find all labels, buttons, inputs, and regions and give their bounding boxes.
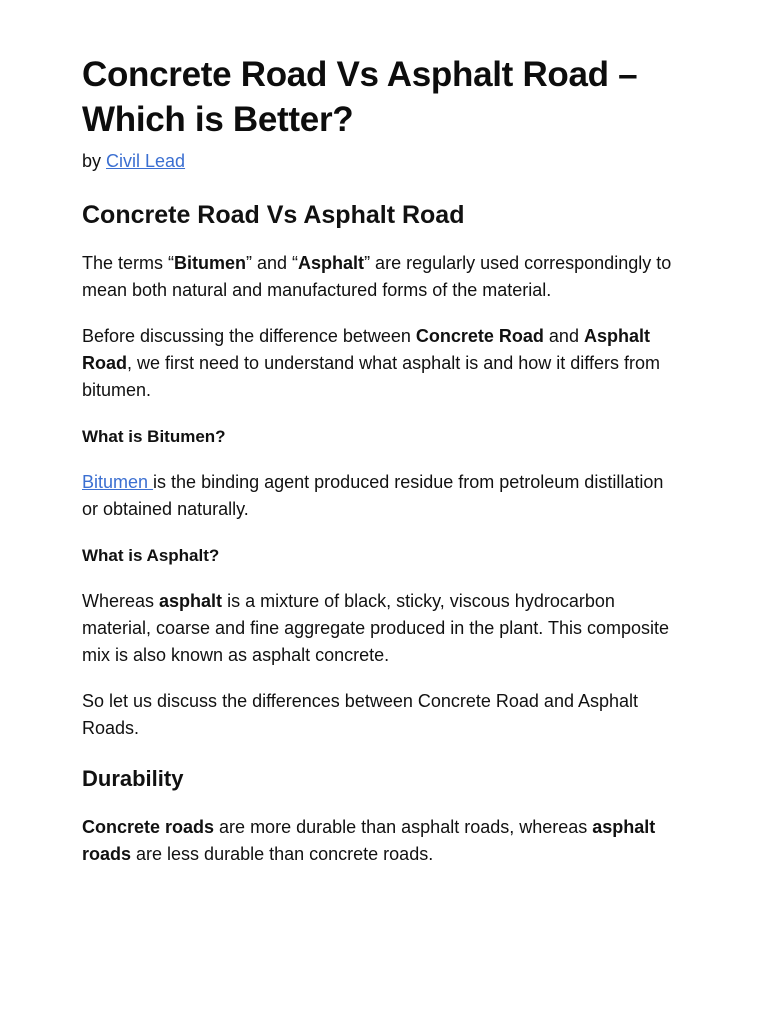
text-run: Whereas <box>82 591 160 611</box>
subheading-what-is-bitumen: What is Bitumen? <box>82 427 226 446</box>
byline <box>82 149 682 173</box>
text-run: The terms “ <box>82 253 175 273</box>
section-heading-durability: Durability <box>82 766 184 791</box>
text-run: and <box>543 326 584 346</box>
bold-term-asphalt: Asphalt <box>298 253 365 273</box>
text-run: ” and “ <box>246 253 299 273</box>
article-title: Concrete Road Vs Asphalt Road – Which is Better? <box>82 55 638 139</box>
paragraph-before-discussing <box>82 323 682 404</box>
text-run: is the binding agent produced residue from petroleum distillation or obtained naturally. <box>82 472 664 519</box>
bold-term-concrete-roads: Concrete roads <box>82 817 215 837</box>
bold-term-concrete-road: Concrete Road <box>415 326 544 346</box>
section-heading-comparison: Concrete Road Vs Asphalt Road <box>82 201 465 229</box>
author-link[interactable]: Civil Lead <box>106 151 186 171</box>
text-run: is a mixture of black, sticky, viscous hydrocarbon material, coarse and fine aggregate produced in the plant. This composite mix is also known as asphalt concrete. <box>82 591 670 665</box>
bold-term-asphalt-road: Asphalt Road <box>82 326 650 373</box>
text-run: are more durable than asphalt roads, whereas <box>214 817 593 837</box>
bold-term-asphalt: asphalt <box>159 591 223 611</box>
text-run: , we first need to understand what asphalt is and how it differs from bitumen. <box>82 353 660 400</box>
subheading-what-is-asphalt: What is Asphalt? <box>82 546 220 565</box>
byline-prefix: by <box>82 151 107 171</box>
paragraph-terms <box>82 250 682 304</box>
bitumen-link[interactable]: Bitumen <box>82 472 154 492</box>
text-run: are less durable than concrete roads. <box>131 844 434 864</box>
paragraph-bitumen <box>82 469 682 523</box>
text-run: Before discussing the difference between <box>82 326 416 346</box>
article <box>82 52 682 868</box>
paragraph-intro-differences: So let us discuss the differences between Concrete Road and Asphalt Roads. <box>82 691 639 738</box>
paragraph-asphalt <box>82 588 682 669</box>
bold-term-asphalt-roads: asphalt roads <box>82 817 656 864</box>
text-run: ” are regularly used correspondingly to mean both natural and manufactured forms of the material. <box>82 253 672 300</box>
bold-term-bitumen: Bitumen <box>174 253 247 273</box>
paragraph-durability <box>82 814 682 868</box>
